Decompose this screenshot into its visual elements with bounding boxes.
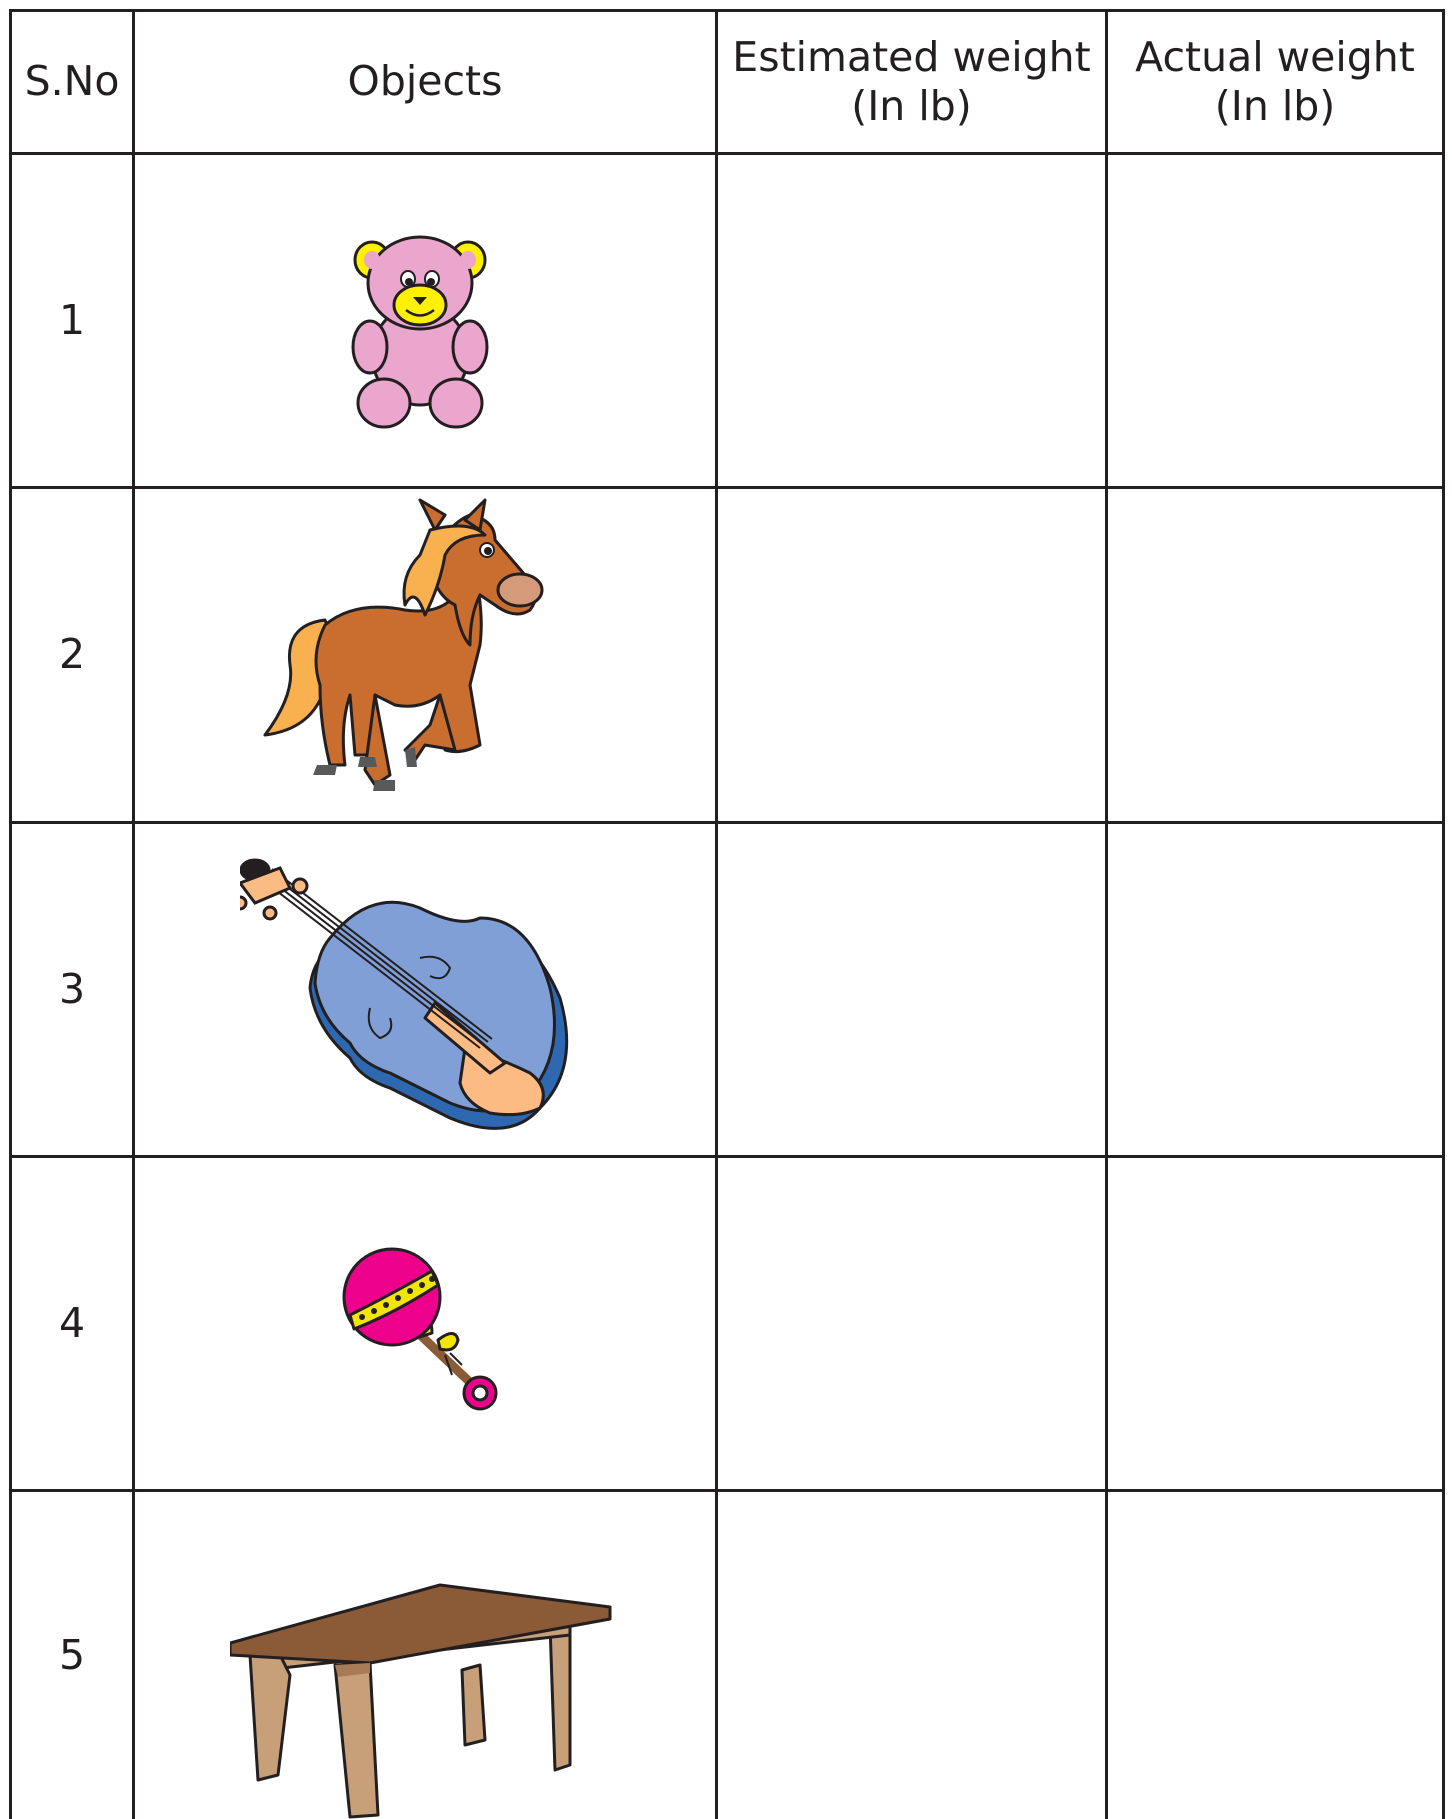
estimated-weight-cell[interactable] — [718, 1158, 1105, 1489]
table-border-right — [1442, 9, 1445, 1819]
row-number: 2 — [58, 630, 86, 679]
estimated-weight-cell[interactable] — [718, 824, 1105, 1155]
column-divider — [132, 9, 135, 1819]
teddy-bear-icon — [350, 235, 490, 430]
horse-icon — [255, 495, 585, 815]
header-objects: Objects — [347, 57, 503, 106]
estimated-weight-cell[interactable] — [718, 1492, 1105, 1819]
row-number: 1 — [58, 295, 86, 344]
header-sno: S.No — [24, 57, 120, 106]
table-icon — [230, 1555, 615, 1819]
row-number: 4 — [58, 1298, 86, 1347]
header-actual-weight: Actual weight (In lb) — [1135, 32, 1415, 130]
row-number: 5 — [58, 1630, 86, 1679]
actual-weight-cell[interactable] — [1108, 489, 1442, 821]
estimated-weight-cell[interactable] — [718, 489, 1105, 821]
actual-weight-cell[interactable] — [1108, 1158, 1442, 1489]
actual-weight-cell[interactable] — [1108, 155, 1442, 486]
actual-weight-cell[interactable] — [1108, 1492, 1442, 1819]
estimated-weight-cell[interactable] — [718, 155, 1105, 486]
header-estimated-weight: Estimated weight (In lb) — [732, 32, 1091, 130]
violin-icon — [240, 858, 620, 1138]
row-number: 3 — [58, 964, 86, 1013]
rattle-icon — [340, 1245, 510, 1415]
actual-weight-cell[interactable] — [1108, 824, 1442, 1155]
